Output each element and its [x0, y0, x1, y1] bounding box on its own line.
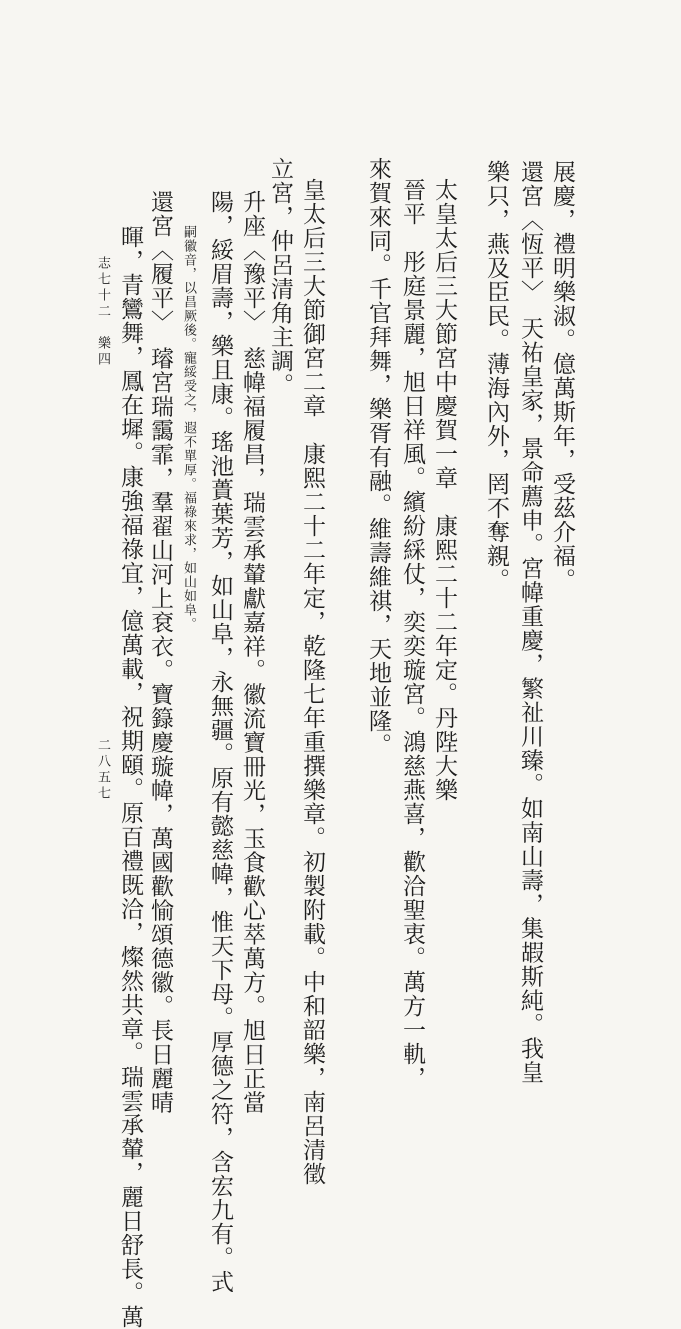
text-column-8 — [268, 157, 291, 397]
column-text: 嗣徽音，以昌厥後。寵綏受之，遐不單厚。福祿來求，如山如阜。 — [181, 225, 196, 631]
running-header-section — [96, 256, 109, 368]
column-text: 太皇太后三大節宮中慶賀一章 康熙二十二年定。丹陛大樂 — [431, 178, 457, 802]
text-column-6 — [366, 157, 389, 757]
column-text: 還宮〈恆平〉 天祐皇家，景命薦申。宮幃重慶，繁祉川臻。如南山壽，集嘏斯純。我皇 — [517, 160, 543, 1085]
column-text: 展慶，禮明樂淑。億萬斯年，受茲介福。 — [549, 160, 575, 592]
text-column-13 — [118, 225, 141, 1329]
column-text: 陽，綏眉壽，樂且康。瑤池蕢葉芳，如山阜，永無疆。原有懿慈幃，惟天下母。厚德之符，含宏九有。式 — [207, 190, 233, 1294]
section-heading-1 — [432, 178, 455, 802]
text-column-3 — [484, 160, 507, 592]
section-heading-2 — [300, 178, 323, 1186]
text-column-10 — [208, 190, 231, 1294]
text-column-9 — [240, 190, 263, 1115]
text-column-12 — [148, 190, 171, 1115]
column-text: 皇太后三大節御宮二章 康熙二十二年定，乾隆七年重撰樂章。初製附載。中和韶樂，南呂清徵 — [299, 178, 325, 1186]
text-column-note — [182, 225, 195, 631]
column-text: 來賀來同。千官拜舞，樂胥有融。維壽維祺，天地並隆。 — [365, 157, 391, 757]
column-text: 暉，青鸞舞，鳳在墀。康強福祿宜，億萬載，祝期頤。原百禮既洽，燦然共章。瑞雲承輦，麗日舒長。萬 — [117, 225, 143, 1329]
column-text: 樂只，燕及臣民。薄海內外，罔不奪親。 — [483, 160, 509, 592]
header-text: 志七十二 樂四 — [95, 256, 110, 368]
text-column-2 — [518, 160, 541, 1085]
column-text: 立宮，仲呂清角主調。 — [267, 157, 293, 397]
page-number-text: 二八五七 — [95, 738, 110, 802]
text-column-5 — [400, 178, 423, 1090]
column-text: 升座〈豫平〉 慈幃福履昌，瑞雲承輦獻嘉祥。徽流寶冊光，玉食歡心萃萬方。旭日正當 — [239, 190, 265, 1115]
text-column-1 — [550, 160, 573, 592]
page-number — [96, 738, 109, 802]
column-text: 還宮〈履平〉 璿宮瑞靄霏，羣翟山河上袞衣。寶籙慶璇幃，萬國歡愉頌德徽。長日麗晴 — [147, 190, 173, 1115]
column-text: 晉平 彤庭景麗，旭日祥風。繽紛綵仗，奕奕璇宮。鴻慈燕喜，歡洽聖衷。萬方一軌， — [399, 178, 425, 1090]
